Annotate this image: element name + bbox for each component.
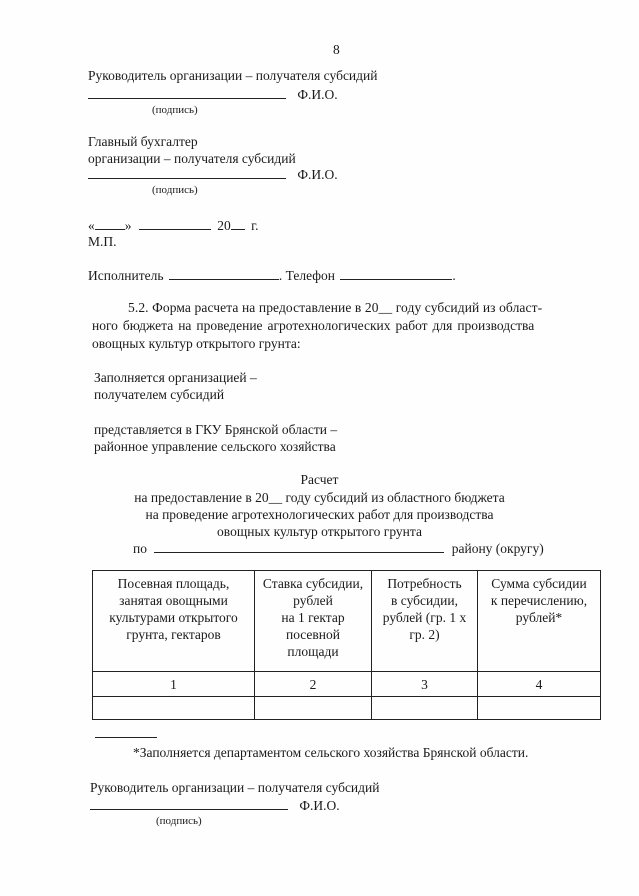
header-cell-rate xyxy=(255,571,372,672)
chief-accountant-label: Главный бухгалтер xyxy=(88,134,198,149)
executor-blank xyxy=(169,267,279,280)
year-suffix: г. xyxy=(251,218,259,233)
signature-line-row xyxy=(88,86,338,103)
phone-label: . Телефон xyxy=(278,268,335,283)
header-cell-area xyxy=(93,571,255,672)
header-text: посевной xyxy=(285,627,341,642)
signature-line xyxy=(90,797,288,810)
month-blank xyxy=(139,217,211,230)
region-prefix: по xyxy=(133,541,147,556)
region-line xyxy=(133,540,544,557)
calc-title-line-4: овощных культур открытого грунта xyxy=(217,524,422,539)
calc-title-line-2: на предоставление в 20__ году субсидий из областного бюджета xyxy=(134,490,505,505)
region-suffix: району (округу) xyxy=(451,541,544,556)
fill-note-line-1: Заполняется организацией – xyxy=(94,370,257,385)
footnote-separator xyxy=(95,737,157,738)
stamp-label: М.П. xyxy=(88,234,117,249)
fio-label: Ф.И.О. xyxy=(297,87,338,102)
calc-title: Расчет xyxy=(300,472,339,487)
signature-caption: (подпись) xyxy=(152,104,198,116)
signature-head-label: Руководитель организации – получателя субсидий xyxy=(90,780,380,795)
region-blank xyxy=(154,540,444,553)
fill-note-line-2: получателем субсидий xyxy=(94,387,225,402)
page-number: 8 xyxy=(333,42,340,57)
column-number-row xyxy=(93,672,601,697)
section-line-1: 5.2. Форма расчета на предоставление в 20__ году субсидий из област- xyxy=(128,300,543,315)
open-quote: « xyxy=(88,218,95,233)
header-text: Ставка субсидии, xyxy=(262,576,364,591)
close-quote: » xyxy=(124,218,132,233)
data-cell-area[interactable] xyxy=(93,697,255,720)
phone-blank xyxy=(340,267,452,280)
period: . xyxy=(452,268,456,283)
column-number: 3 xyxy=(372,672,478,697)
fio-label: Ф.И.О. xyxy=(297,167,338,182)
signature-line-row xyxy=(88,166,338,183)
header-cell-sum xyxy=(478,571,601,672)
fio-label: Ф.И.О. xyxy=(299,798,340,813)
column-number: 4 xyxy=(478,672,601,697)
signature-caption: (подпись) xyxy=(152,184,198,196)
header-text: на 1 гектар xyxy=(281,610,345,625)
day-blank xyxy=(95,217,125,230)
header-text: рублей xyxy=(293,593,333,608)
section-line-2: ного бюджета на проведение агротехнологических работ для производства xyxy=(92,318,535,333)
table-header-row xyxy=(93,571,601,672)
header-text: площади xyxy=(287,644,339,659)
header-text: в субсидии, xyxy=(391,593,458,608)
header-text: Потребность xyxy=(387,576,462,591)
signature-caption: (подпись) xyxy=(156,815,202,827)
submit-note-line-1: представляется в ГКУ Брянской области – xyxy=(94,422,338,437)
header-text: рублей* xyxy=(515,610,563,625)
year-blank xyxy=(231,217,245,230)
header-text: рублей (гр. 1 х xyxy=(382,610,467,625)
signature-line xyxy=(88,166,286,179)
calculation-table xyxy=(92,570,601,720)
column-number: 2 xyxy=(255,672,372,697)
data-row xyxy=(93,697,601,720)
header-text: Посевная площадь, xyxy=(117,576,230,591)
submit-note-line-2: районное управление сельского хозяйства xyxy=(94,439,336,454)
data-cell-rate[interactable] xyxy=(255,697,372,720)
signature-head-label: Руководитель организации – получателя субсидий xyxy=(88,68,378,83)
header-cell-need xyxy=(372,571,478,672)
header-text: гр. 2) xyxy=(409,627,440,642)
header-text: занятая овощными xyxy=(119,593,228,608)
header-text: к перечислению, xyxy=(490,593,588,608)
executor-label: Исполнитель xyxy=(88,268,164,283)
column-number: 1 xyxy=(93,672,255,697)
signature-line xyxy=(88,86,286,99)
date-line xyxy=(88,217,259,234)
footnote: *Заполняется департаментом сельского хозяйства Брянской области. xyxy=(133,745,529,760)
data-cell-need[interactable] xyxy=(372,697,478,720)
signature-line-row xyxy=(90,797,340,814)
calc-title-line-3: на проведение агротехнологических работ для производства xyxy=(145,507,494,522)
header-text: Сумма субсидии xyxy=(491,576,587,591)
chief-accountant-org-label: организации – получателя субсидий xyxy=(88,151,296,166)
year-prefix: 20 xyxy=(217,218,231,233)
header-text: культурами открытого xyxy=(109,610,238,625)
section-line-3: овощных культур открытого грунта: xyxy=(92,336,301,351)
executor-line xyxy=(88,267,456,284)
header-text: грунта, гектаров xyxy=(126,627,221,642)
data-cell-sum[interactable] xyxy=(478,697,601,720)
